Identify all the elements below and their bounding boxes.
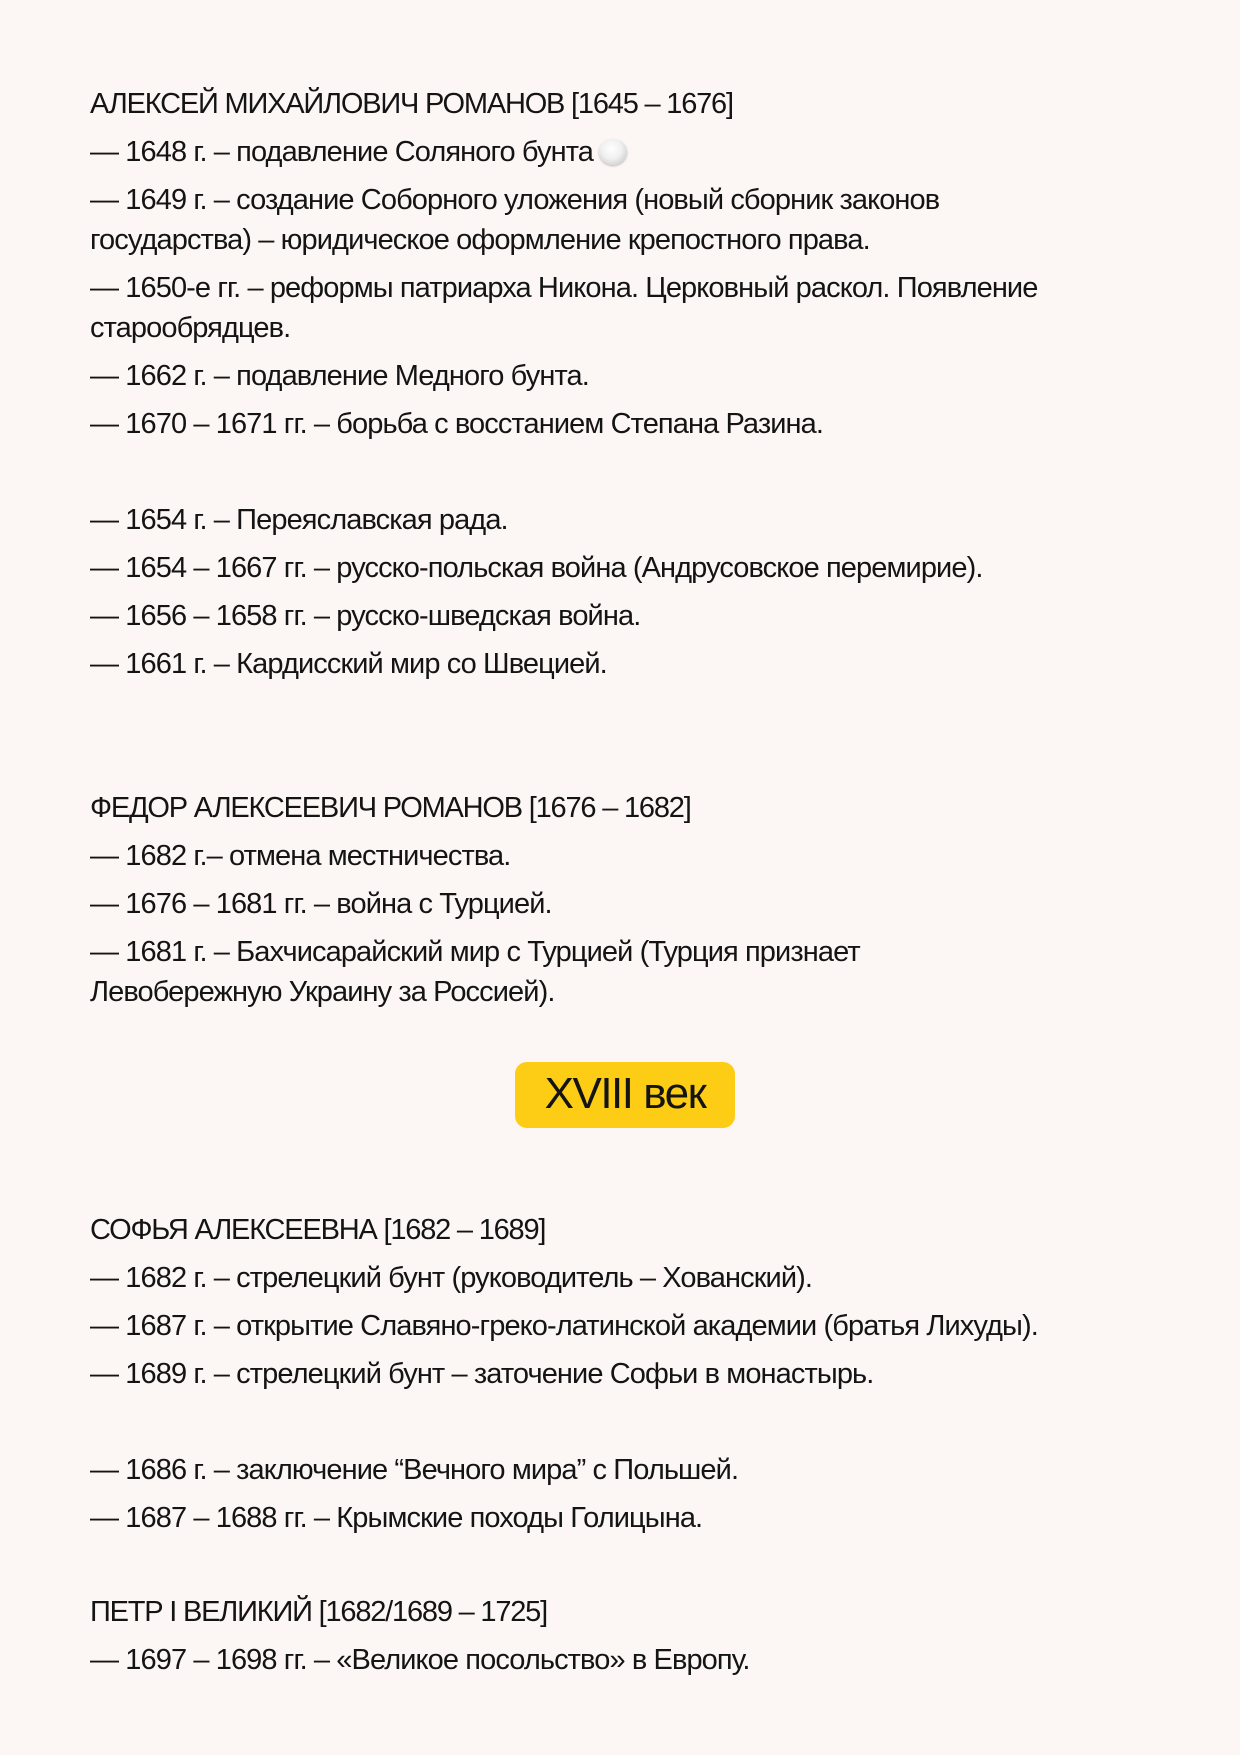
section-title-sofia: СОФЬЯ АЛЕКСЕЕВНА [1682 – 1689] — [90, 1214, 546, 1246]
section-title-peter: ПЕТР I ВЕЛИКИЙ [1682/1689 – 1725] — [90, 1596, 547, 1628]
spacer — [90, 1398, 1170, 1446]
spacer — [90, 1542, 1170, 1588]
section-peter — [90, 1588, 1170, 1684]
event-line: — 1686 г. – заключение “Вечного мира” с Польшей. — [90, 1454, 739, 1486]
event-line: — 1649 г. – создание Соборного уложения (новый сборник законов государства) – юридическое оформление крепостного права. — [90, 184, 940, 256]
event-line: — 1689 г. – стрелецкий бунт – заточение Софьи в монастырь. — [90, 1358, 874, 1390]
spacer — [90, 448, 1170, 496]
event-line: — 1662 г. – подавление Медного бунта. — [90, 360, 589, 392]
event-line: — 1681 г. – Бахчисарайский мир с Турцией (Турция признает Левобережную Украину за Россией). — [90, 936, 860, 1008]
event-line: — 1682 г.– отмена местничества. — [90, 840, 511, 872]
event-line: — 1687 г. – открытие Славяно-греко-латинской академии (братья Лихуды). — [90, 1310, 1038, 1342]
spacer — [90, 1128, 1170, 1206]
event-line: — 1661 г. – Кардисский мир со Швецией. — [90, 648, 607, 680]
document-content — [90, 80, 1170, 1684]
spacer — [90, 688, 1170, 784]
event-line: — 1648 г. – подавление Соляного бунта — [90, 128, 1170, 176]
event-line: — 1654 – 1667 гг. – русско-польская война (Андрусовское перемирие). — [90, 552, 983, 584]
section-fedor — [90, 784, 1170, 1016]
century-badge-wrap — [90, 1062, 1160, 1128]
salt-bowl-icon — [599, 139, 627, 165]
event-line: — 1682 г. – стрелецкий бунт (руководитель – Хованский). — [90, 1262, 813, 1294]
century-badge: XVIII век — [515, 1062, 736, 1128]
event-line: — 1654 г. – Переяславская рада. — [90, 504, 508, 536]
event-line: — 1650-е гг. – реформы патриарха Никона. Церковный раскол. Появление старообрядцев. — [90, 272, 1038, 344]
event-line: — 1656 – 1658 гг. – русско-шведская война. — [90, 600, 641, 632]
section-alexei — [90, 80, 1170, 688]
section-title-fedor: ФЕДОР АЛЕКСЕЕВИЧ РОМАНОВ [1676 – 1682] — [90, 792, 691, 824]
event-line: — 1676 – 1681 гг. – война с Турцией. — [90, 888, 552, 920]
event-line: — 1697 – 1698 гг. – «Великое посольство» в Европу. — [90, 1644, 750, 1676]
event-line: — 1687 – 1688 гг. – Крымские походы Голицына. — [90, 1502, 703, 1534]
event-line: — 1670 – 1671 гг. – борьба с восстанием Степана Разина. — [90, 408, 824, 440]
section-sofia — [90, 1206, 1170, 1542]
section-title-alexei: АЛЕКСЕЙ МИХАЙЛОВИЧ РОМАНОВ [1645 – 1676] — [90, 88, 733, 120]
